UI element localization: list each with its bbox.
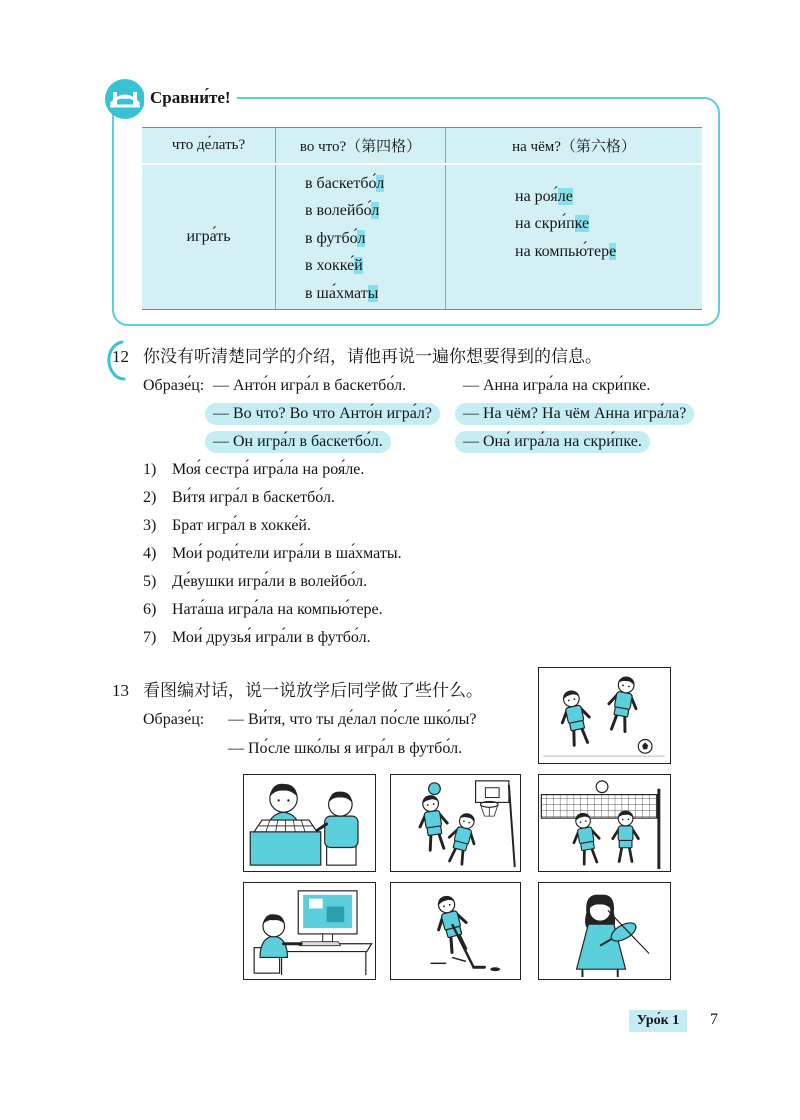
list-item-number: 4) [143,545,157,562]
player-figure [556,688,594,746]
keyboard [299,942,340,946]
page-number: 7 [710,1011,718,1028]
vo-chto-item [305,173,384,195]
case-ending: е [609,243,617,260]
compare-title: Сравни́те! [144,87,237,109]
sample-question: — Ви́тя, что ты де́лал по́сле шко́лы? [228,711,477,728]
na-chyom-item [515,186,573,208]
ball-icon [596,781,608,793]
sample-answer-right: — Она́ игра́ла на скри́пке. [455,431,650,453]
word-stem: в хокке́ [305,257,355,274]
word-stem: на компью́тер [515,243,610,260]
list-item: Де́вушки игра́ли в волейбо́л. [172,573,368,590]
exercise-number: 13 [112,681,129,700]
list-item-number: 6) [143,601,157,618]
verb-igrat: игра́ть [186,228,231,245]
list-item: Брат игра́л в хокке́й. [172,517,311,534]
exercise-instruction: 你没有听清楚同学的介绍，请他再说一遍你想要得到的信息。 [143,347,602,366]
table [250,832,321,865]
case-ending: ле [557,188,573,205]
list-item: Моя́ сестра́ игра́ла на роя́ле. [172,461,365,478]
vo-chto-cell [275,165,445,309]
list-item-number: 7) [143,629,157,646]
header-cell [445,128,702,163]
word-stem: в баскетбо́ [305,175,377,192]
illustration-football [538,667,671,764]
header-cell [142,128,275,163]
header-what-to-do: что де́лать? [171,137,246,153]
case-ending: ке [574,215,590,232]
sample-question-right: — На чём? На чём Анна игра́ла? [455,403,694,425]
vo-chto-item [305,283,378,305]
sample-statement-right: — Анна игра́ла на скри́пке. [463,377,651,394]
sample-label: Образе́ц: [143,377,205,394]
na-chyom-cell [445,165,702,309]
list-item-number: 1) [143,461,157,478]
player-figure [443,811,481,866]
sample-label: Образе́ц: [143,711,205,728]
case-ending: л [376,175,385,192]
illustration-basketball [390,774,521,872]
list-item: Мои́ роди́тели игра́ли в ша́хматы. [172,545,402,562]
case-ending: ы [367,285,379,302]
list-item-number: 5) [143,573,157,590]
na-chyom-item [515,241,616,263]
illustration-volleyball [538,774,671,872]
lesson-label: Уро́к 1 [629,1010,687,1032]
case-ending: й [354,257,363,274]
player-figure [431,893,473,954]
puck [490,967,500,971]
exercise-instruction: 看图编对话，说一说放学后同学做了些什么。 [143,681,483,700]
sample-answer-left: — Он игра́л в баскетбо́л. [205,431,391,453]
player-figure [416,794,451,851]
case-ending: л [371,202,380,219]
backboard [476,781,509,803]
sample-question-left: — Во что? Во что Анто́н игра́л? [205,403,440,425]
illustration-hockey [390,882,521,980]
exercise-number: 12 [112,347,129,366]
word-stem: в футбо́ [305,230,358,247]
list-item-number: 3) [143,517,157,534]
verb-cell [142,165,275,309]
illustration-violin [538,882,671,980]
list-item-number: 2) [143,489,157,506]
sample-statement-left: — Анто́н игра́л в баскетбо́л. [213,377,407,394]
header-na-chyom: на чём?（第六格） [512,139,636,155]
word-stem: на роя́ [515,188,558,205]
table-header-row [142,128,702,165]
header-cell [275,128,445,163]
word-stem: в волейбо́ [305,202,372,219]
bridge-icon [104,78,146,120]
list-item: Мои́ друзья́ игра́ли в футбо́л. [172,629,371,646]
ball-icon [429,783,441,795]
table-body-row [142,165,702,309]
list-item: Ната́ша игра́ла на компью́тере. [172,601,383,618]
word-stem: на скри́п [515,215,575,232]
vo-chto-item [305,200,379,222]
word-stem: в ша́хмат [305,285,368,302]
player-figure [605,675,641,733]
vo-chto-item [305,255,363,277]
illustration-chess [243,774,376,872]
compare-table [142,127,702,310]
list-item: Ви́тя игра́л в баскетбо́л. [172,489,336,506]
case-ending: л [357,230,366,247]
sample-answer: — По́сле шко́лы я игра́л в футбо́л. [228,740,463,757]
player-figure [569,811,603,865]
header-vo-chto: во что?（第四格） [299,139,422,155]
na-chyom-item [515,213,589,235]
vo-chto-item [305,228,365,250]
illustration-computer [243,882,376,980]
net [541,795,657,819]
